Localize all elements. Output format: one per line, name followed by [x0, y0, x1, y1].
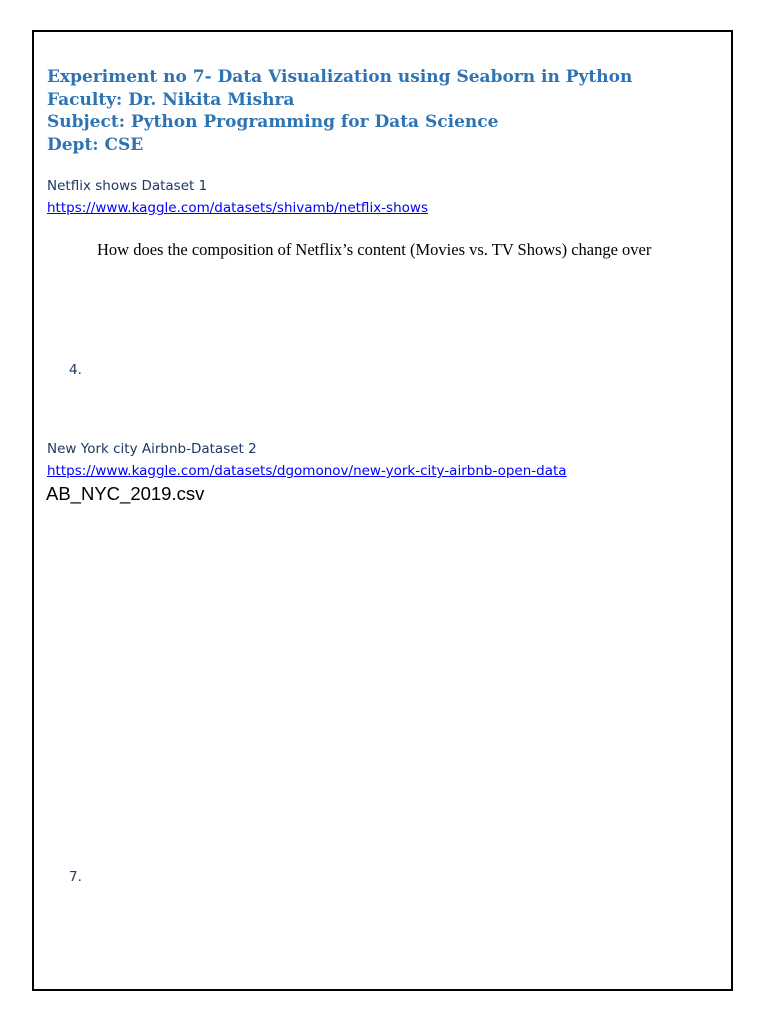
faculty-line: Faculty: Dr. Nikita Mishra [47, 90, 295, 110]
dataset2-filename: AB_NYC_2019.csv [46, 483, 205, 504]
dataset1-question: How does the composition of Netflix’s content (Movies vs. TV Shows) change over [97, 240, 652, 259]
dataset2-link[interactable]: https://www.kaggle.com/datasets/dgomonov/new-york-city-airbnb-open-data [47, 463, 567, 479]
dept-line: Dept: CSE [47, 135, 144, 155]
page-border [32, 30, 733, 991]
experiment-title: Experiment no 7- Data Visualization using Seaborn in Python [47, 67, 633, 87]
list-number-4: 4. [69, 362, 82, 378]
dataset1-link[interactable]: https://www.kaggle.com/datasets/shivamb/netflix-shows [47, 200, 428, 216]
dataset2-label: New York city Airbnb-Dataset 2 [47, 441, 257, 457]
subject-line: Subject: Python Programming for Data Science [47, 112, 499, 132]
list-number-7: 7. [69, 869, 82, 885]
dataset1-label: Netflix shows Dataset 1 [47, 178, 208, 194]
